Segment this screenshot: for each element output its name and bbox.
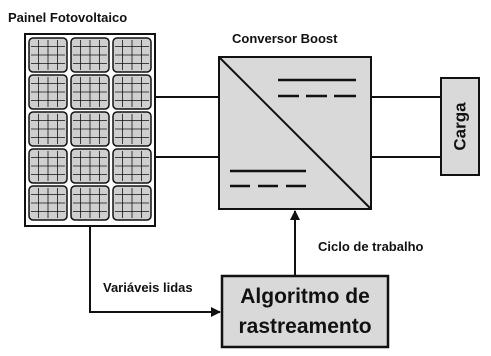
pv-cell [29, 186, 67, 220]
duty-cycle-label: Ciclo de trabalho [318, 239, 424, 254]
pv-cell [113, 186, 151, 220]
pv-cell [113, 149, 151, 183]
pv-cell [113, 38, 151, 72]
pv-panel [25, 34, 155, 226]
pv-cell [29, 75, 67, 109]
pv-cell [71, 112, 109, 146]
measured-variables-label: Variáveis lidas [103, 280, 193, 295]
load [441, 78, 479, 175]
converter-title: Conversor Boost [232, 31, 338, 46]
pv-cell [113, 112, 151, 146]
pv-cell-grid [29, 38, 151, 220]
pv-cell [71, 186, 109, 220]
tracking-algorithm [222, 276, 388, 347]
algorithm-label-line1: Algoritmo de [240, 285, 370, 308]
pv-cell [71, 38, 109, 72]
panel-title: Painel Fotovoltaico [8, 10, 128, 25]
algorithm-label-line2: rastreamento [238, 315, 372, 338]
load-label: Carga [450, 102, 470, 151]
pv-cell [29, 38, 67, 72]
measured-variables-arrow [90, 226, 220, 312]
pv-cell [29, 149, 67, 183]
pv-cell [71, 75, 109, 109]
pv-cell [71, 149, 109, 183]
pv-cell [29, 112, 67, 146]
pv-cell [113, 75, 151, 109]
boost-converter [219, 57, 371, 209]
